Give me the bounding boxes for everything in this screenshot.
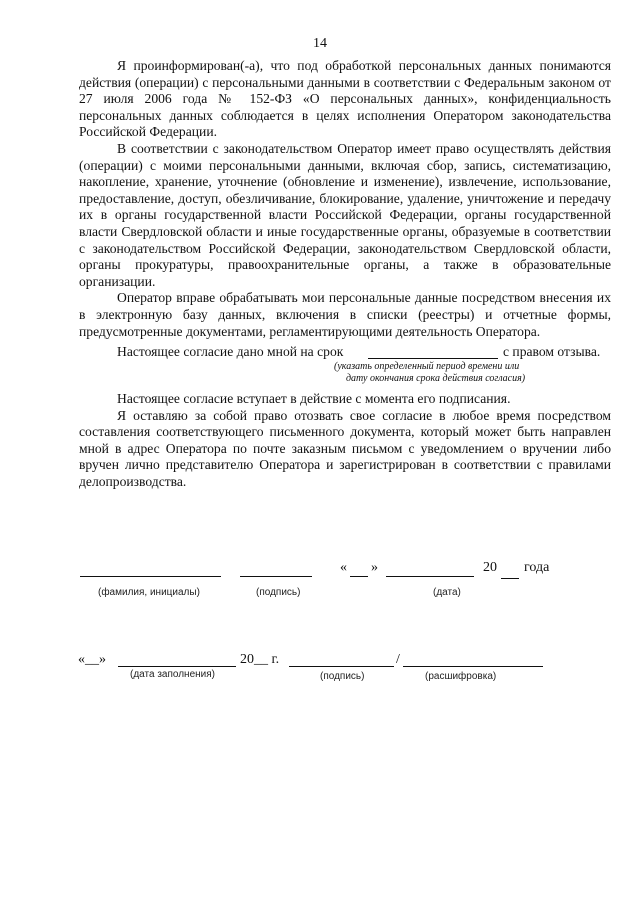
signature-field-2[interactable] xyxy=(289,666,394,667)
fill-date-field[interactable] xyxy=(118,666,236,667)
caption-signature-2: (подпись) xyxy=(320,671,365,682)
consent-term-note xyxy=(79,361,611,391)
signature-slash: / xyxy=(396,652,400,667)
paragraph-effective: Настоящее согласие вступает в действие с момента его подписания. xyxy=(117,391,511,407)
consent-term-field[interactable] xyxy=(368,358,498,359)
fill-date-quotes: «__» xyxy=(78,652,106,667)
caption-decoding: (расшифровка) xyxy=(425,671,497,682)
consent-text xyxy=(79,58,611,491)
consent-term-note-line2: дату окончания срока действия согласия) xyxy=(346,373,526,385)
paragraph-revocation: Я оставляю за собой право отозвать свое согласие в любое время посредством составления соответствующего письменного документа, который может быть направлен мной в адрес Оператора по почте заказным письмом с уведомлением о вручении либо вручен лично представителю Оператора и зарегистрирован в соответствии с правилами делопроизводства. xyxy=(79,407,611,490)
paragraph-operator-rights: В соответствии с законодательством Оператор имеет право осуществлять действия (операции) с моими персональными данными, включая сбор, запись, систематизацию, накопление, хранение, уточнение (обновление и изменение), извлечение, использование, предоставление, доступ, обезличивание, блокирование, удаление, уничтожение и передачу их в органы государственной власти Российской Федерации, органы государственной власти Свердловской области и иные государственные органы, образуемые в соответствии с законодательством Российской Федерации, законодательством Свердловской области, органы прокуратуры, правоохранительные органы, а также в образовательные организации. xyxy=(79,140,611,289)
caption-fill-date: (дата заполнения) xyxy=(130,669,215,680)
caption-signature-1: (подпись) xyxy=(256,587,301,598)
paragraph-processing-definition: Я проинформирован(-а), что под обработкой персональных данных понимаются действия (операции) с персональными данными в соответствии с Федеральным законом от 27 июля 2006 года № 152-ФЗ «О персональных данных», конфиденциальность персональных данных соблюдается в целях исполнения Оператором законодательства Российской Федерации. xyxy=(79,58,611,140)
year-prefix: 20 xyxy=(483,560,497,575)
year-field-1[interactable] xyxy=(501,578,519,579)
year-word: года xyxy=(524,560,550,575)
consent-term-note-line1: (указать определенный период времени или xyxy=(334,361,520,373)
name-initials-field[interactable] xyxy=(80,576,221,577)
decoding-field[interactable] xyxy=(403,666,543,667)
date-quote-open: « xyxy=(340,560,347,575)
month-field-1[interactable] xyxy=(386,576,474,577)
paragraph-electronic-database: Оператор вправе обрабатывать мои персональные данные посредством внесения их в электронную базу данных, включения в списки (реестры) и отчетные формы, предусмотренные документами, регламентирующими деятельность Оператора. xyxy=(79,290,611,339)
page-number: 14 xyxy=(313,36,327,51)
caption-date-1: (дата) xyxy=(433,587,461,598)
caption-name-initials: (фамилия, инициалы) xyxy=(98,587,200,598)
day-field-1[interactable] xyxy=(350,576,368,577)
consent-term-suffix: с правом отзыва. xyxy=(503,344,601,360)
consent-term-prefix: Настоящее согласие дано мной на срок xyxy=(117,344,344,360)
date-quote-close: » xyxy=(371,560,378,575)
fill-year-text: 20__ г. xyxy=(240,652,280,667)
consent-term-line xyxy=(79,344,611,361)
signature-field-1[interactable] xyxy=(240,576,312,577)
